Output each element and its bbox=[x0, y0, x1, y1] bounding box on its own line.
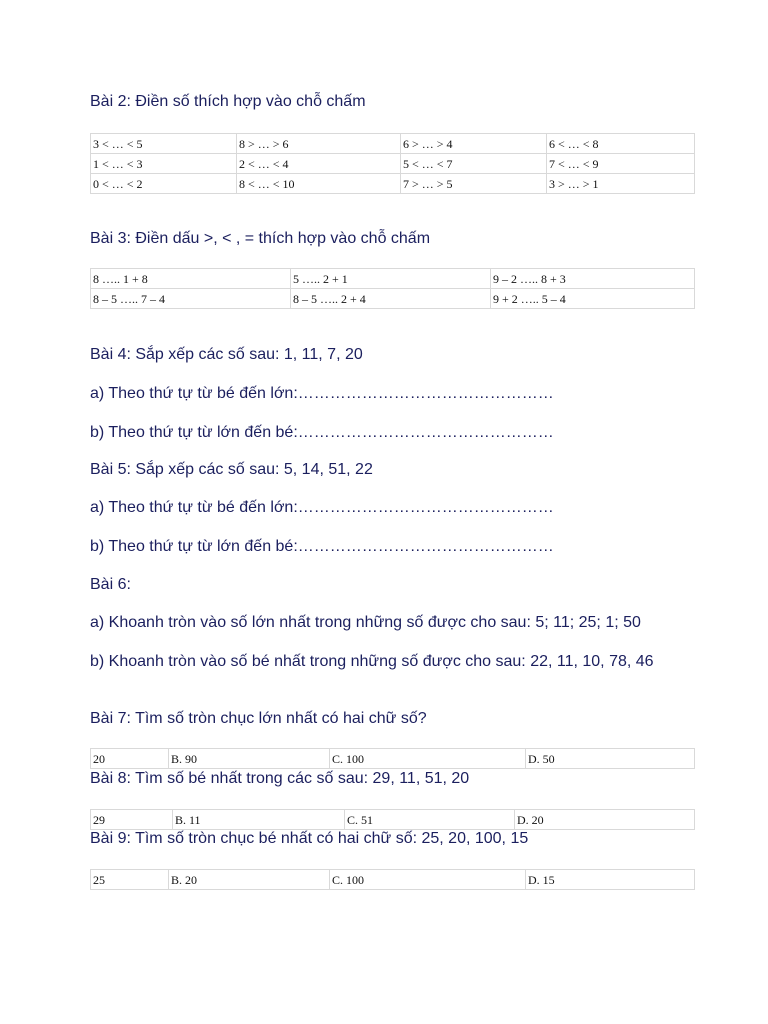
bai9-title: Bài 9: Tìm số tròn chục bé nhất có hai chữ số: 25, 20, 100, 15 bbox=[90, 830, 529, 847]
bai7-title: Bài 7: Tìm số tròn chục lớn nhất có hai chữ số? bbox=[90, 710, 427, 727]
table-cell: 5 ….. 2 + 1 bbox=[291, 269, 491, 289]
table-cell: 6 > … > 4 bbox=[401, 134, 547, 154]
table-cell: 9 + 2 ….. 5 – 4 bbox=[491, 289, 695, 309]
bai2-table bbox=[90, 133, 695, 194]
table-cell: 8 – 5 ….. 2 + 4 bbox=[291, 289, 491, 309]
option-c: C. 100 bbox=[330, 870, 526, 890]
table-cell: 3 > … > 1 bbox=[547, 174, 695, 194]
bai8-title: Bài 8: Tìm số bé nhất trong các số sau: 29, 11, 51, 20 bbox=[90, 770, 470, 787]
table-row bbox=[91, 174, 695, 194]
table-cell: 1 < … < 3 bbox=[91, 154, 237, 174]
bai6-part-a: a) Khoanh tròn vào số lớn nhất trong những số được cho sau: 5; 11; 25; 1; 50 bbox=[90, 614, 641, 631]
table-cell: 2 < … < 4 bbox=[237, 154, 401, 174]
bai6-title: Bài 6: bbox=[90, 576, 131, 593]
table-cell: 8 ….. 1 + 8 bbox=[91, 269, 291, 289]
table-row bbox=[91, 289, 695, 309]
table-cell: 5 < … < 7 bbox=[401, 154, 547, 174]
option-a: 25 bbox=[91, 870, 169, 890]
bai4-title: Bài 4: Sắp xếp các số sau: 1, 11, 7, 20 bbox=[90, 346, 363, 363]
table-cell: 8 > … > 6 bbox=[237, 134, 401, 154]
table-cell: 8 < … < 10 bbox=[237, 174, 401, 194]
bai5-title: Bài 5: Sắp xếp các số sau: 5, 14, 51, 22 bbox=[90, 461, 373, 478]
bai2-title: Bài 2: Điền số thích hợp vào chỗ chấm bbox=[90, 93, 366, 110]
bai4-part-b: b) Theo thứ tự từ lớn đến bé:………………………………………… bbox=[90, 424, 554, 441]
table-cell: 6 < … < 8 bbox=[547, 134, 695, 154]
option-c: C. 100 bbox=[330, 749, 526, 769]
bai5-part-b: b) Theo thứ tự từ lớn đến bé:………………………………………… bbox=[90, 538, 554, 555]
table-cell: 0 < … < 2 bbox=[91, 174, 237, 194]
table-row bbox=[91, 269, 695, 289]
table-row bbox=[91, 810, 695, 830]
option-a: 29 bbox=[91, 810, 173, 830]
table-cell: 7 > … > 5 bbox=[401, 174, 547, 194]
bai4-part-a: a) Theo thứ tự từ bé đến lớn:………………………………………… bbox=[90, 385, 554, 402]
option-d: D. 15 bbox=[526, 870, 695, 890]
table-row bbox=[91, 749, 695, 769]
option-b: B. 90 bbox=[169, 749, 330, 769]
table-row bbox=[91, 134, 695, 154]
table-cell: 9 – 2 ….. 8 + 3 bbox=[491, 269, 695, 289]
option-b: B. 20 bbox=[169, 870, 330, 890]
table-row bbox=[91, 154, 695, 174]
table-row bbox=[91, 870, 695, 890]
bai3-table bbox=[90, 268, 695, 309]
bai6-part-b: b) Khoanh tròn vào số bé nhất trong những số được cho sau: 22, 11, 10, 78, 46 bbox=[90, 653, 654, 670]
option-a: 20 bbox=[91, 749, 169, 769]
bai5-part-a: a) Theo thứ tự từ bé đến lớn:………………………………………… bbox=[90, 499, 554, 516]
option-b: B. 11 bbox=[173, 810, 345, 830]
bai3-title: Bài 3: Điền dấu >, < , = thích hợp vào chỗ chấm bbox=[90, 230, 431, 247]
bai7-options bbox=[90, 748, 695, 769]
bai8-options bbox=[90, 809, 695, 830]
table-cell: 8 – 5 ….. 7 – 4 bbox=[91, 289, 291, 309]
table-cell: 3 < … < 5 bbox=[91, 134, 237, 154]
table-cell: 7 < … < 9 bbox=[547, 154, 695, 174]
option-c: C. 51 bbox=[345, 810, 515, 830]
option-d: D. 20 bbox=[515, 810, 695, 830]
option-d: D. 50 bbox=[526, 749, 695, 769]
bai9-options bbox=[90, 869, 695, 890]
